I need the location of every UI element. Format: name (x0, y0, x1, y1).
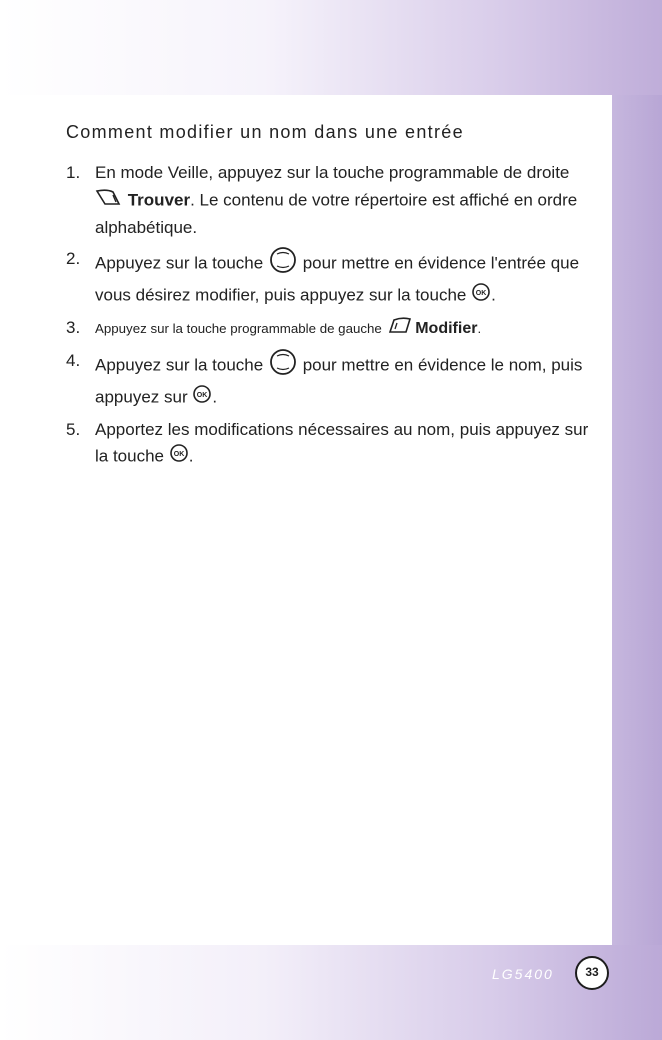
step-number: 4. (66, 350, 81, 370)
svg-text:OK: OK (475, 290, 487, 297)
page-number-badge: 33 (575, 956, 609, 990)
step-text: . Le contenu de votre répertoire est affiché en ordre alphabétique. (95, 190, 578, 237)
step-number: 2. (66, 248, 81, 268)
right-decorative-strip (612, 95, 662, 945)
step-1 (66, 160, 596, 242)
step-text: pour mettre en évidence le nom, puis appuyez sur (95, 355, 583, 407)
svg-text:OK: OK (173, 451, 184, 458)
step-3 (66, 315, 596, 344)
step-number: 3. (66, 317, 81, 337)
section-heading: Comment modifier un nom dans une entrée (66, 122, 464, 142)
step-text: Apportez les modifications nécessaires au nom, puis appuyez sur la touche (95, 419, 589, 466)
softkey-label: Trouver (127, 190, 191, 210)
top-decorative-band (0, 0, 662, 95)
step-text: . (188, 446, 194, 466)
ok-key-icon (192, 384, 212, 413)
step-number: 5. (66, 419, 81, 439)
step-text: En mode Veille, appuyez sur la touche programmable de droite (95, 163, 570, 182)
softkey-label: Modifier (415, 319, 478, 337)
ok-key-icon (471, 282, 491, 311)
svg-text:OK: OK (197, 392, 208, 399)
step-number: 1. (66, 163, 81, 182)
steps-list (66, 160, 596, 476)
step-text: Appuyez sur la touche programmable de gauche (95, 320, 382, 336)
right-soft-key-icon (95, 187, 123, 216)
navigation-key-icon (268, 246, 298, 283)
step-text: . (212, 387, 218, 407)
ok-key-icon (169, 443, 189, 472)
step-2 (66, 246, 596, 311)
left-soft-key-icon (386, 315, 412, 344)
step-text: Appuyez sur la touche (95, 355, 264, 375)
bottom-decorative-band (0, 945, 662, 1040)
step-text: pour mettre en évidence l'entrée que vous désirez modifier, puis appuyez sur la touche (95, 253, 580, 305)
step-5 (66, 417, 596, 472)
navigation-key-icon (268, 348, 298, 385)
model-name: LG5400 (492, 966, 554, 982)
step-4 (66, 348, 596, 413)
step-text: . (477, 320, 482, 336)
step-text: Appuyez sur la touche (95, 253, 264, 273)
step-text: . (491, 285, 496, 305)
